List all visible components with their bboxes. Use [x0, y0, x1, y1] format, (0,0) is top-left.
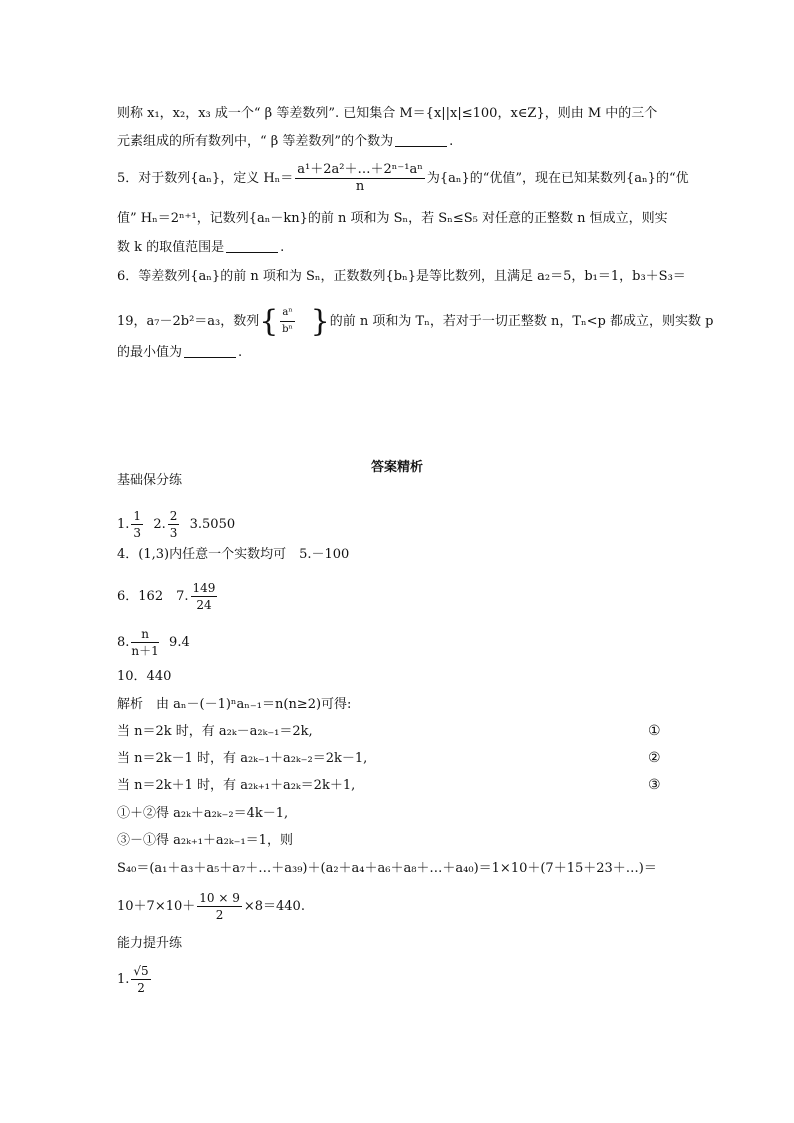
- sequence-fraction: [280, 305, 294, 338]
- final-fraction: [197, 890, 242, 923]
- problem-5-text: 数 k 的取值范围是: [117, 240, 225, 255]
- case-1: 当 n＝2k 时，有 a₂ₖ－a₂ₖ₋₁＝2k,: [117, 724, 313, 739]
- answer-8-fraction: [131, 626, 158, 659]
- problem-6-text-2: 的前 n 项和为 Tₙ，若对于一切正整数 n，Tₙ<p 都成立，则实数 p: [329, 314, 714, 329]
- answers-6-7: [117, 580, 219, 613]
- marker-2: ②: [648, 750, 661, 766]
- answers-4-5: 4．(1,3)内任意一个实数均可 5.－100: [117, 547, 350, 562]
- advanced-1-prefix: 1.: [117, 972, 130, 987]
- problem-5-label: 5．对于数列{aₙ}，定义 Hₙ＝: [117, 171, 294, 186]
- section-advanced: 能力提升练: [117, 936, 183, 951]
- left-brace: {: [259, 303, 279, 339]
- answer-blank: [184, 345, 236, 358]
- final-computation: [117, 890, 305, 923]
- case-3: 当 n＝2k＋1 时，有 a₂ₖ₊₁＋a₂ₖ＝2k＋1,: [117, 778, 356, 793]
- answer-6: 6．162 7.: [117, 589, 189, 604]
- problem-5-tail: 为{aₙ}的“优值”，现在已知某数列{aₙ}的“优: [426, 171, 689, 186]
- answer-2-fraction: [168, 508, 180, 541]
- advanced-answer-1: [117, 963, 153, 996]
- problem-5-line-3: [117, 239, 284, 257]
- case-2: 当 n＝2k－1 时，有 a₂ₖ₋₁＋a₂ₖ₋₂＝2k－1,: [117, 751, 368, 766]
- marker-3: ③: [648, 777, 661, 793]
- combine-1-2: ①＋②得 a₂ₖ＋a₂ₖ₋₂＝4k－1,: [117, 806, 289, 821]
- combine-3-1: ③－①得 a₂ₖ₊₁＋a₂ₖ₋₁＝1，则: [117, 833, 293, 848]
- fraction-numerator: aⁿ: [280, 305, 294, 322]
- sum-s40: S₄₀＝(a₁＋a₃＋a₅＋a₇＋…＋a₃₉)＋(a₂＋a₄＋a₆＋a₈＋…＋a₄₀)＝1×10＋(7＋15＋23＋…)＝: [117, 861, 657, 876]
- answer-10: 10．440: [117, 669, 172, 684]
- fraction-denominator: n＋1: [131, 644, 159, 658]
- fraction-denominator: 2: [215, 908, 224, 922]
- answer-blank: [395, 134, 447, 147]
- fraction-numerator: a¹＋2a²＋…＋2ⁿ⁻¹aⁿ: [297, 162, 423, 177]
- problem-4-text: 元素组成的所有数列中，“ β 等差数列”的个数为: [117, 134, 394, 149]
- fraction-denominator: 2: [137, 981, 145, 995]
- problem-6-line-1: 6．等差数列{aₙ}的前 n 项和为 Sₙ，正数数列{bₙ}是等比数列，且满足 a₂＝5，b₁＝1，b₃＋S₃＝: [117, 269, 686, 284]
- problem-6-line-2: [117, 305, 713, 338]
- answer-8-prefix: 8.: [117, 635, 130, 650]
- problem-4-line-1: 则称 x₁，x₂，x₃ 成一个“ β 等差数列”. 已知集合 M＝{x||x|≤100，x∈Z}，则由 M 中的三个: [117, 106, 658, 121]
- fraction-numerator: 1: [133, 509, 142, 523]
- answer-2-prefix: 2.: [153, 517, 166, 532]
- answers-8-9: [117, 626, 190, 659]
- section-basic: 基础保分练: [117, 473, 183, 488]
- fraction-denominator: n: [355, 179, 365, 194]
- final-text-a: 10＋7×10＋: [117, 899, 196, 914]
- problem-5-line-1: [117, 162, 689, 195]
- answer-7-fraction: [191, 580, 218, 613]
- fraction-denominator: 24: [196, 598, 212, 612]
- fraction-numerator: n: [131, 626, 158, 643]
- problem-6-text: 19，a₇－2b²＝a₃，数列: [117, 314, 260, 329]
- answers-1-3: [117, 508, 235, 541]
- problem-6-text-3: 的最小值为: [117, 345, 183, 360]
- answer-1-fraction: [131, 508, 143, 541]
- advanced-1-fraction: [131, 963, 150, 996]
- answer-3: 3.5050: [189, 517, 236, 532]
- fraction-numerator: 149: [192, 581, 216, 595]
- right-brace: }: [310, 303, 330, 339]
- problem-6-line-3: [117, 344, 242, 362]
- fraction-numerator: 10 × 9: [199, 891, 240, 905]
- fraction-denominator: 3: [133, 526, 142, 540]
- answer-1-prefix: 1.: [117, 517, 130, 532]
- marker-1: ①: [648, 723, 661, 739]
- period: .: [238, 345, 243, 360]
- period: .: [280, 240, 285, 255]
- answer-9: 9.4: [169, 635, 190, 650]
- final-text-b: ×8＝440.: [243, 899, 305, 914]
- problem-5-line-2: 值” Hₙ＝2ⁿ⁺¹，记数列{aₙ－kn}的前 n 项和为 Sₙ，若 Sₙ≤S₅ 对任意的正整数 n 恒成立，则实: [117, 211, 668, 226]
- optimal-value-fraction: [295, 162, 425, 195]
- fraction-numerator: 2: [169, 509, 178, 523]
- answer-blank: [226, 240, 278, 253]
- problem-4-line-2: [117, 133, 453, 151]
- fraction-denominator: 3: [169, 526, 178, 540]
- analysis-intro: 解析 由 aₙ－(－1)ⁿaₙ₋₁＝n(n≥2)可得:: [117, 697, 352, 712]
- answers-title: 答案精析: [370, 460, 423, 475]
- fraction-denominator: bⁿ: [282, 324, 293, 335]
- period: .: [449, 134, 454, 149]
- fraction-numerator: √5: [133, 964, 149, 978]
